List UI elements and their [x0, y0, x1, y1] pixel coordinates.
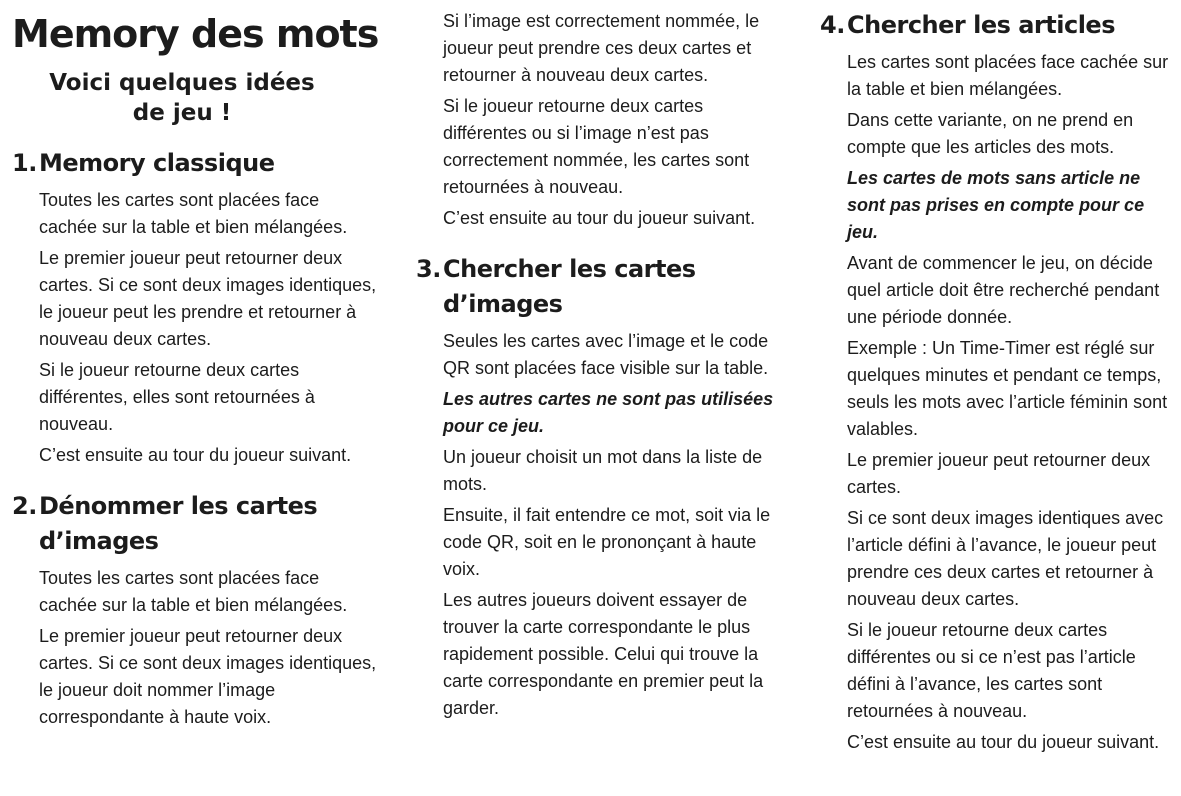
section-2-heading: [12, 489, 382, 559]
paragraph: Si l’image est correctement nommée, le joueur peut prendre ces deux cartes et retourner à nouveau deux cartes.: [443, 11, 760, 85]
section-1-heading: [12, 146, 382, 181]
paragraph: Dans cette variante, on ne prend en compte que les articles des mots.: [847, 110, 1134, 157]
column-middle: [416, 0, 786, 726]
column-right: [820, 0, 1175, 760]
paragraph: Le premier joueur peut retourner deux cartes.: [847, 450, 1151, 497]
paragraph: Les cartes sont placées face cachée sur la table et bien mélangées.: [847, 52, 1169, 99]
paragraph: C’est ensuite au tour du joueur suivant.: [443, 208, 756, 228]
section-title: Chercher les articles: [847, 11, 1115, 39]
section-2: [12, 489, 382, 731]
section-title: Dénommer les cartes d’images: [39, 492, 318, 555]
subtitle-line-2: de jeu !: [132, 100, 232, 126]
subtitle-line-1: Voici quelques idées: [49, 70, 315, 96]
section-number: 1.: [12, 149, 37, 177]
section-4: [820, 8, 1175, 756]
paragraph: Le premier joueur peut retourner deux cartes. Si ce sont deux images identiques, le joueur peut les prendre et retourner à nouveau deux cartes.: [39, 248, 377, 349]
paragraph: Si ce sont deux images identiques avec l’article défini à l’avance, le joueur peut prendre ces deux cartes et retourner à nouveau deux cartes.: [847, 508, 1164, 609]
document-title: Memory des mots: [12, 12, 379, 56]
paragraph: Toutes les cartes sont placées face cachée sur la table et bien mélangées.: [39, 568, 348, 615]
document-subtitle: [12, 68, 352, 128]
paragraph: Si le joueur retourne deux cartes différentes, elles sont retournées à nouveau.: [39, 360, 315, 434]
section-number: 3.: [416, 255, 441, 283]
section-title: Chercher les cartes d’images: [443, 255, 696, 318]
section-3-heading: [416, 252, 786, 322]
paragraph: Le premier joueur peut retourner deux cartes. Si ce sont deux images identiques, le joueur doit nommer l’image correspondante à haute voix.: [39, 626, 377, 727]
paragraph: Si le joueur retourne deux cartes différentes ou si ce n’est pas l’article défini à l’avance, les cartes sont retournées à nouveau.: [847, 620, 1136, 721]
section-3: [416, 252, 786, 722]
paragraph: Les autres joueurs doivent essayer de trouver la carte correspondante le plus rapidement possible. Celui qui trouve la carte correspondante en premier peut la garder.: [443, 590, 764, 718]
paragraph: C’est ensuite au tour du joueur suivant.: [39, 445, 352, 465]
paragraph: Exemple : Un Time-Timer est réglé sur quelques minutes et pendant ce temps, seuls les mots avec l’article féminin sont valables.: [847, 338, 1168, 439]
paragraph: Si le joueur retourne deux cartes différentes ou si l’image n’est pas correctement nommée, les cartes sont retournées à nouveau.: [443, 96, 750, 197]
paragraph: Seules les cartes avec l’image et le code QR sont placées face visible sur la table.: [443, 331, 769, 378]
section-4-heading: [820, 8, 1175, 43]
section-number: 4.: [820, 11, 845, 39]
paragraph: C’est ensuite au tour du joueur suivant.: [847, 732, 1160, 752]
section-1: [12, 146, 382, 469]
emphasized-paragraph: Les cartes de mots sans article ne sont pas prises en compte pour ce jeu.: [847, 168, 1145, 242]
column-left: [12, 0, 382, 735]
paragraph: Avant de commencer le jeu, on décide quel article doit être recherché pendant une période donnée.: [847, 253, 1160, 327]
paragraph: Toutes les cartes sont placées face cachée sur la table et bien mélangées.: [39, 190, 348, 237]
paragraph: Ensuite, il fait entendre ce mot, soit via le code QR, soit en le prononçant à haute voix.: [443, 505, 771, 579]
section-title: Memory classique: [39, 149, 275, 177]
paragraph: Un joueur choisit un mot dans la liste de mots.: [443, 447, 763, 494]
emphasized-paragraph: Les autres cartes ne sont pas utilisées pour ce jeu.: [443, 389, 774, 436]
section-number: 2.: [12, 492, 37, 520]
